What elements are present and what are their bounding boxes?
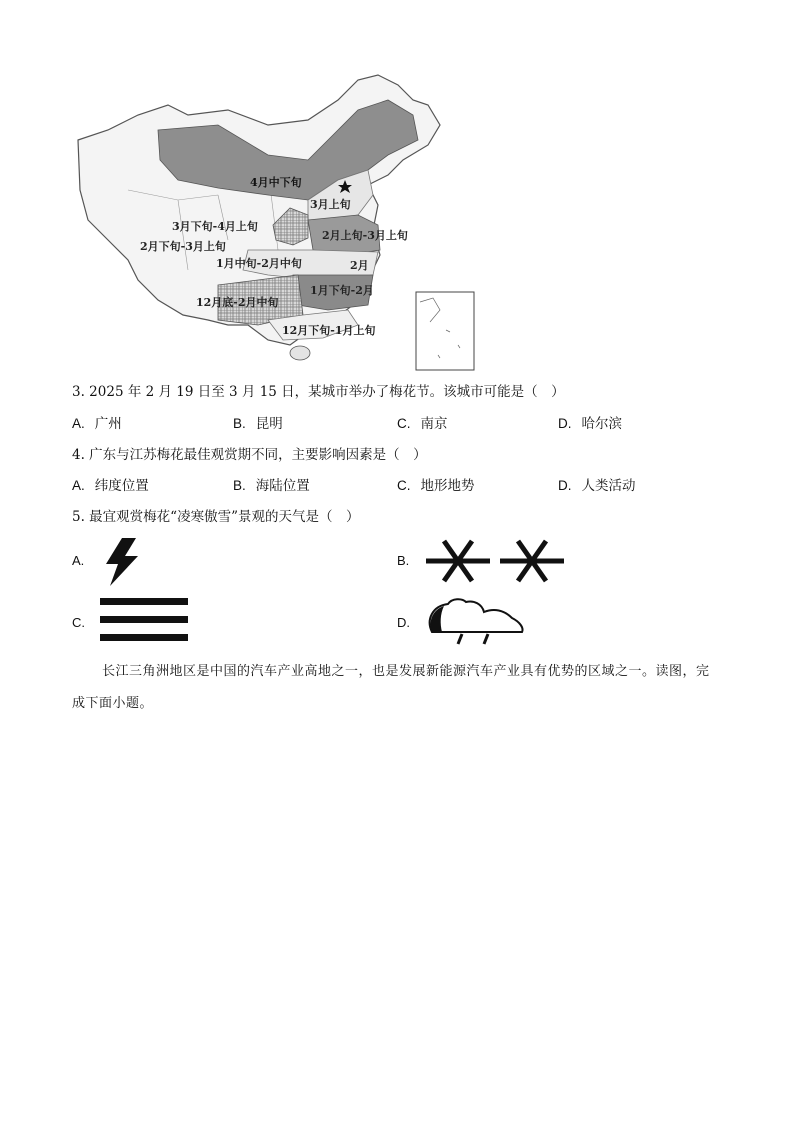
- snow-icon: [424, 538, 566, 584]
- label-southeast: 1月下旬-2月: [310, 284, 374, 297]
- south-sea-inset: [416, 292, 474, 370]
- question-5-option-b-letter: B.: [397, 553, 410, 568]
- label-southwest: 12月底-2月中旬: [196, 296, 279, 309]
- label-north: 4月中下旬: [250, 176, 302, 189]
- question-3-stem: 3. 2025 年 2 月 19 日至 3 月 15 日，某城市举办了梅花节。该城市可能是（ ）: [72, 384, 565, 400]
- question-5-option-a-letter: A.: [72, 553, 85, 568]
- question-3-option-d: D. 哈尔滨: [558, 416, 622, 432]
- question-4-stem: 4. 广东与江苏梅花最佳观赏期不同，主要影响因素是（ ）: [72, 447, 427, 463]
- lightning-icon: [100, 538, 146, 586]
- label-east-feb: 2月: [350, 259, 369, 272]
- label-yangtze: 2月上旬-3月上旬: [322, 229, 408, 242]
- question-3-option-a: A. 广州: [72, 416, 122, 432]
- shower-icon: [422, 598, 526, 646]
- fog-icon: [100, 598, 190, 644]
- question-3-option-b: B. 昆明: [233, 416, 283, 432]
- label-west-lower: 2月下旬-3月上旬: [140, 240, 226, 253]
- label-west-mid: 3月下旬-4月上旬: [172, 220, 258, 233]
- question-4-option-b: B. 海陆位置: [233, 478, 310, 494]
- question-4-option-a: A. 纬度位置: [72, 478, 149, 494]
- question-5-option-c-letter: C.: [72, 615, 85, 630]
- plum-blossom-map: [68, 70, 478, 372]
- label-south-central: 1月中旬-2月中旬: [216, 257, 302, 270]
- label-south-coast: 12月下旬-1月上旬: [282, 324, 376, 337]
- question-4-option-c: C. 地形地势: [397, 478, 475, 494]
- reading-passage: 长江三角洲地区是中国的汽车产业高地之一，也是发展新能源汽车产业具有优势的区域之一。读图，完成下面小题。: [72, 664, 710, 711]
- question-3-option-c: C. 南京: [397, 416, 448, 432]
- question-5-stem: 5. 最宜观赏梅花“凌寒傲雪”景观的天气是（ ）: [72, 509, 360, 525]
- question-4-option-d: D. 人类活动: [558, 478, 636, 494]
- question-5-option-d-letter: D.: [397, 615, 410, 630]
- label-beijing: 3月上旬: [310, 198, 351, 211]
